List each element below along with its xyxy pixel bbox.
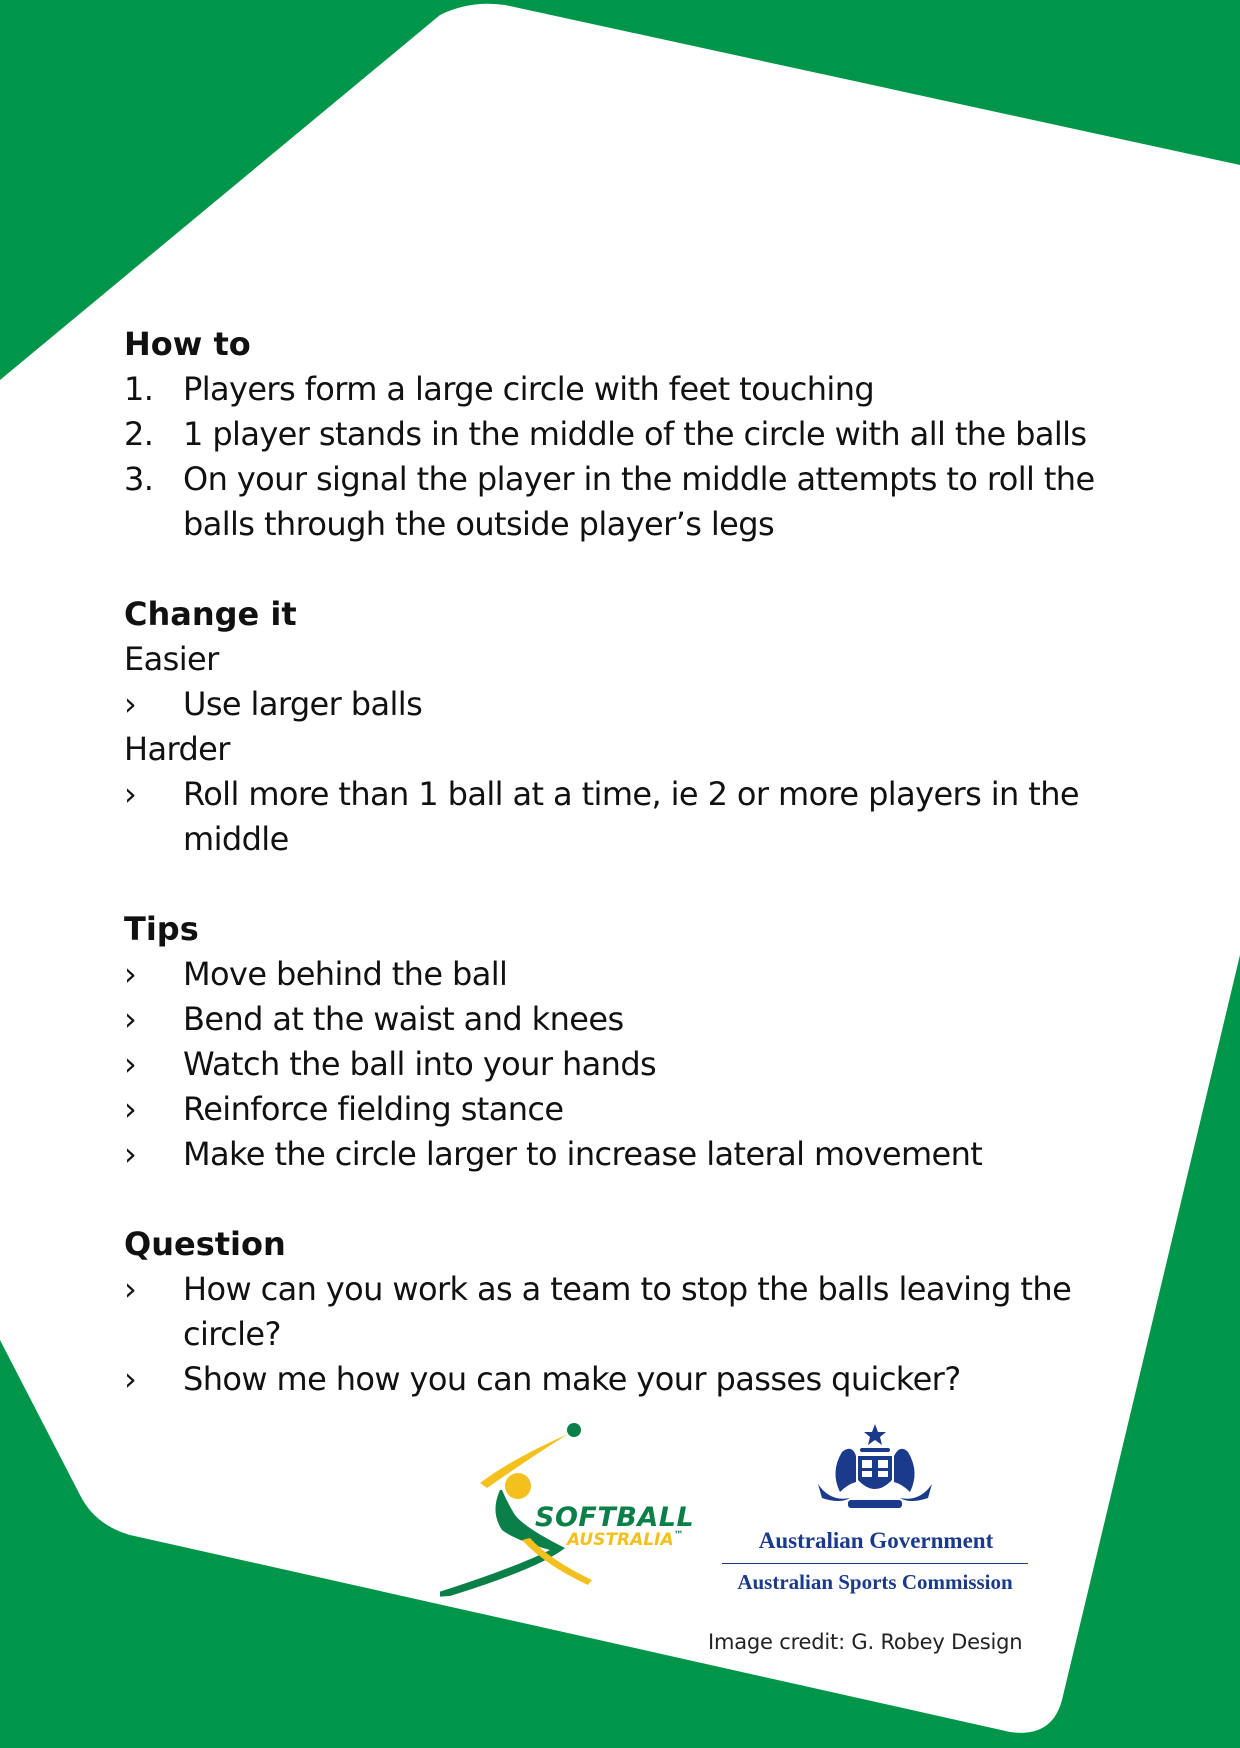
list-text: Use larger balls	[183, 685, 423, 723]
bullet-chevron: ›	[124, 775, 137, 813]
tips-section	[124, 907, 1104, 1177]
bullet-chevron: ›	[124, 1360, 137, 1398]
bullet-chevron: ›	[124, 1045, 137, 1083]
list-text: How can you work as a team to stop the balls leaving the	[183, 1270, 1072, 1308]
bullet-chevron: ›	[124, 1090, 137, 1128]
harder-label: Harder	[124, 730, 230, 768]
question-section	[124, 1222, 1104, 1402]
tips-heading: Tips	[124, 910, 199, 948]
softball-australia-logo	[440, 1420, 700, 1600]
softball-logo-subtext: AUSTRALIA™	[567, 1530, 684, 1550]
how-to-list	[124, 367, 1104, 547]
list-text: Bend at the waist and knees	[183, 1000, 624, 1038]
bullet-chevron: ›	[124, 955, 137, 993]
coat-of-arms-icon	[800, 1422, 950, 1522]
bullet-chevron: ›	[124, 685, 137, 723]
list-number: 1.	[124, 370, 154, 408]
list-number: 3.	[124, 460, 154, 498]
question-heading: Question	[124, 1225, 286, 1263]
list-item-continuation	[124, 1312, 1104, 1357]
list-text: Reinforce fielding stance	[183, 1090, 564, 1128]
list-item	[124, 772, 1104, 817]
list-text: Watch the ball into your hands	[183, 1045, 657, 1083]
list-item	[124, 682, 1104, 727]
list-item	[124, 952, 1104, 997]
list-item-continuation	[124, 817, 1104, 862]
list-text: On your signal the player in the middle attempts to roll the	[183, 460, 1095, 498]
how-to-heading: How to	[124, 325, 251, 363]
list-text: middle	[183, 820, 289, 858]
list-text: 1 player stands in the middle of the circle with all the balls	[183, 415, 1087, 453]
list-text: Players form a large circle with feet touching	[183, 370, 875, 408]
image-credit: Image credit: G. Robey Design	[708, 1630, 1023, 1654]
list-item	[124, 1087, 1104, 1132]
activity-content	[124, 322, 1104, 1402]
list-item	[124, 1267, 1104, 1312]
list-item	[124, 367, 1104, 412]
list-item	[124, 1042, 1104, 1087]
bullet-chevron: ›	[124, 1135, 137, 1173]
bullet-chevron: ›	[124, 1000, 137, 1038]
how-to-section	[124, 322, 1104, 547]
easier-label: Easier	[124, 640, 219, 678]
list-item	[124, 997, 1104, 1042]
change-it-section	[124, 592, 1104, 862]
department-name: Australian Sports Commission	[737, 1570, 1013, 1594]
list-text: Show me how you can make your passes quicker?	[183, 1360, 961, 1398]
list-text: circle?	[183, 1315, 281, 1353]
divider	[722, 1563, 1028, 1564]
list-item	[124, 1132, 1104, 1177]
list-number: 2.	[124, 415, 154, 453]
softball-logo-text: SOFTBALL	[535, 1502, 695, 1533]
list-item	[124, 1357, 1104, 1402]
list-item-continuation	[124, 502, 1104, 547]
change-it-heading: Change it	[124, 595, 297, 633]
list-text: balls through the outside player’s legs	[183, 505, 775, 543]
bullet-chevron: ›	[124, 1270, 137, 1308]
list-text: Move behind the ball	[183, 955, 508, 993]
list-item	[124, 457, 1104, 502]
logos-area	[440, 1420, 1040, 1600]
list-item	[124, 412, 1104, 457]
government-name: Australian Government	[758, 1528, 994, 1553]
list-text: Make the circle larger to increase lateral movement	[183, 1135, 983, 1173]
list-text: Roll more than 1 ball at a time, ie 2 or more players in the	[183, 775, 1079, 813]
